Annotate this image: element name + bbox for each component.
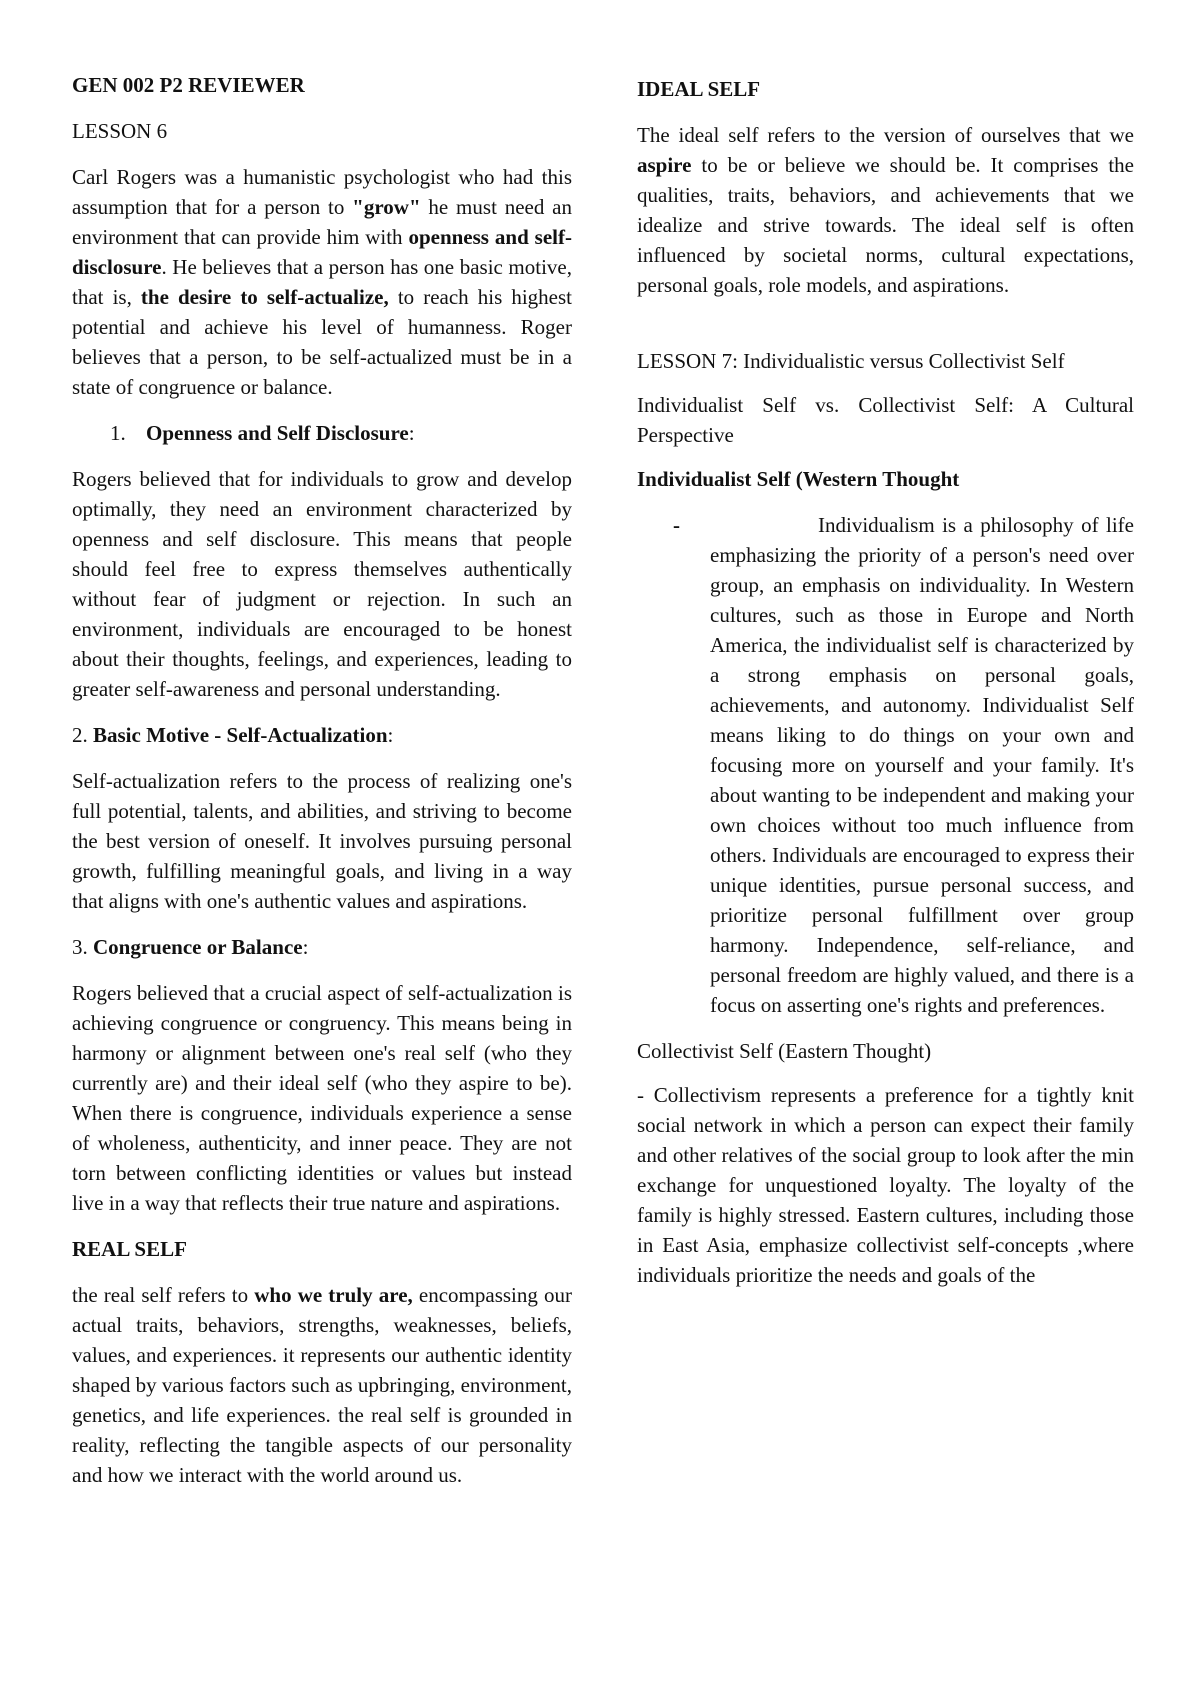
individualist-bullet [637,510,1134,1020]
collectivist-body: - Collectivism represents a preference for a tightly knit social network in which a person can expect their family and other relatives of the social group to look after the min exchange for unquestioned loyalty. The loyalty of the family is highly stressed. Eastern cultures, including those in East Asia, emphasize collectivist self-concepts ,where individuals prioritize the needs and goals of the [637,1083,1134,1287]
ideal-self-paragraph [637,120,1134,300]
item-1-suffix: : [408,421,415,445]
lesson-7-title: LESSON 7: Individualistic versus Collectivist Self [637,349,1065,373]
item-3-number: 3. [72,935,93,959]
item-2-suffix: : [387,723,394,747]
spacer [637,316,1134,346]
left-column [72,70,572,1506]
item-3-label: Congruence or Balance [93,935,303,959]
intro-text-3: . He believes that a person has one basic motive, that is, [72,255,572,309]
bullet-dash: - [673,513,680,537]
intro-paragraph [72,162,572,402]
item-1-body: Rogers believed that for individuals to grow and develop optimally, they need an environment characterized by openness and self disclosure. This means that people should feel free to express themselves authentically without fear of judgment or rejection. In such an environment, individuals are encouraged to be honest about their thoughts, feelings, and experiences, leading to greater self-awareness and personal understanding. [72,467,572,701]
ideal-self-text-1: The ideal self refers to the version of ourselves that we [637,123,1134,147]
intro-text-1: Carl Rogers was a humanistic psychologist who had this assumption that for a person to [72,165,572,219]
collectivist-heading: Collectivist Self (Eastern Thought) [637,1039,932,1063]
intro-text-4: to reach his highest potential and achieve his level of humanness. Roger believes that a person, to be self-actualized must be in a state of congruence or balance. [72,285,573,399]
item-3-heading [72,932,572,962]
item-1-label: Openness and Self Disclosure [146,421,409,445]
item-3-suffix: : [302,935,309,959]
item-2-heading [72,720,572,750]
real-self-text-1: the real self refers to [72,1283,255,1307]
openness-term: openness and self-disclosure [72,225,572,279]
item-1-number: 1. [110,421,126,445]
item-2-body: Self-actualization refers to the process of realizing one's full potential, talents, and abilities, and striving to become the best version of oneself. It involves pursuing personal growth, fulfilling meaningful goals, and living in a way that aligns with one's authentic values and aspirations. [72,769,572,913]
real-self-heading: REAL SELF [72,1237,187,1261]
ideal-self-bold: aspire [637,153,692,177]
individualist-heading: Individualist Self (Western Thought [637,467,960,491]
real-self-paragraph [72,1280,572,1490]
item-2-number: 2. [72,723,93,747]
ideal-self-heading: IDEAL SELF [637,77,761,101]
lesson-7-subtitle: Individualist Self vs. Collectivist Self: A Cultural Perspective [637,393,1134,447]
item-3-body: Rogers believed that a crucial aspect of self-actualization is achieving congruence or congruency. This means being in harmony or alignment between one's real self (who they currently are) and their ideal self (who they aspire to be). When there is congruence, individuals experience a sense of wholeness, authenticity, and inner peace. They are not torn between conflicting identities or values but instead live in a way that reflects their true nature and aspirations. [72,981,572,1215]
item-2-label: Basic Motive - Self-Actualization [93,723,388,747]
individualist-body: Individualism is a philosophy of life emphasizing the priority of a person's need over group, an emphasis on individuality. In Western cultures, such as those in Europe and North America, the individualist self is characterized by a strong emphasis on personal goals, achievements, and autonomy. Individualist Self means liking to do things on your own and focusing more on yourself and your family. It's about wanting to be independent and making your own choices without too much influence from others. Individuals are encouraged to express their unique identities, pursue personal success, and prioritize personal fulfillment over group harmony. Independence, self-reliance, and personal freedom are highly valued, and there is a focus on asserting one's rights and preferences. [710,513,1134,1017]
right-column [637,74,1134,1306]
lesson-6-label: LESSON 6 [72,119,168,143]
real-self-bold: who we truly are, [254,1283,413,1307]
real-self-text-2: encompassing our actual traits, behaviors, strengths, weaknesses, beliefs, values, and experiences. it represents our authentic identity shaped by various factors such as upbringing, environment, genetics, and life experiences. the real self is grounded in reality, reflecting the tangible aspects of our personality and how we interact with the world around us. [72,1283,573,1487]
item-1-heading [72,418,572,448]
desire-term: the desire to self-actualize, [140,285,389,309]
ideal-self-text-2: to be or believe we should be. It comprises the qualities, traits, behaviors, and achievements that we idealize and strive towards. The ideal self is often influenced by societal norms, cultural expectations, personal goals, role models, and aspirations. [637,153,1134,297]
grow-term: "grow" [352,195,421,219]
intro-text-2: he must need an environment that can provide him with [72,195,572,249]
document-title: GEN 002 P2 REVIEWER [72,73,305,97]
